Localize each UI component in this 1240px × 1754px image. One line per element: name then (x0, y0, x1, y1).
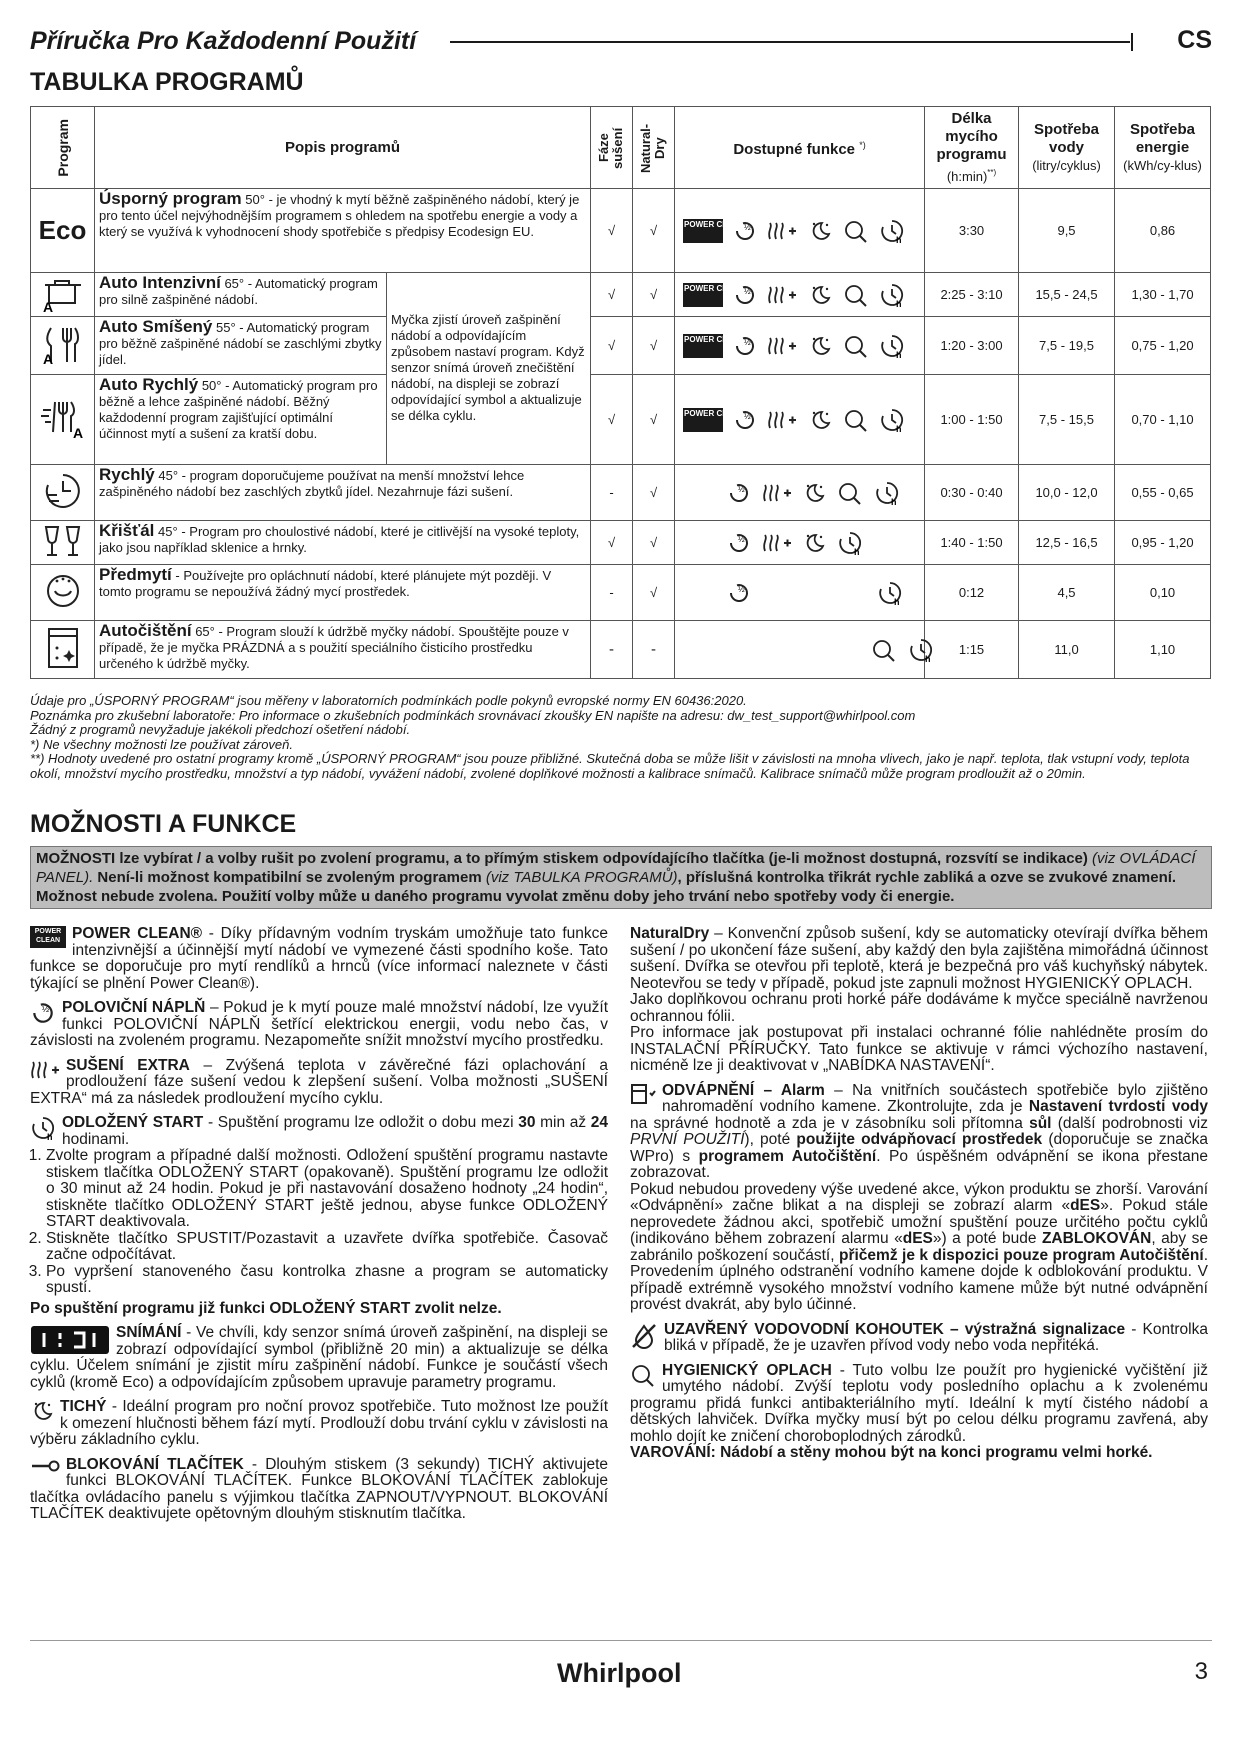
svg-text:½: ½ (41, 1003, 50, 1014)
energy-value: 0,75 - 1,20 (1115, 317, 1211, 375)
delay-start-icon (908, 637, 934, 663)
duration-value: 1:40 - 1:50 (925, 521, 1019, 565)
program-description: Auto Smíšený 55° - Automatický program pro běžně zašpiněné nádobí se zaschlými zbytky jídel. (95, 317, 387, 375)
auto-mixed-program-icon (31, 317, 95, 375)
extra-dry-icon (30, 1058, 60, 1082)
half-load-icon (733, 408, 757, 432)
option-silent: TICHÝ - Ideální program pro noční provoz spotřebiče. Tuto možnost lze použít k omezení hlučnosti během fází mytí. Prodlouží dobu trvání cyklu v závislosti na výběru základního cyklu. (30, 1398, 609, 1448)
crystal-program-icon (31, 521, 95, 565)
function-icons (675, 317, 925, 375)
svg-text:h: h (47, 1132, 53, 1141)
natural-dry-check: √ (633, 317, 675, 375)
delay-start-icon (879, 333, 905, 359)
silent-icon (808, 408, 832, 432)
power-clean-icon: POWER CLEAN (683, 219, 723, 243)
table-row-auto-intensive (31, 273, 1211, 317)
table-header-row (31, 107, 1211, 189)
half-load-icon (727, 531, 751, 555)
duration-value: 2:25 - 3:10 (925, 273, 1019, 317)
half-load-icon (733, 283, 757, 307)
footnote: Žádný z programů nevyžaduje jakékoli předchozí ošetření nádobí. (30, 722, 411, 737)
sensing-display-icon (30, 1325, 110, 1355)
option-tap-closed: UZAVŘENÝ VODOVODNÍ KOHOUTEK – výstražná signalizace - Kontrolka bliká v případě, že je uzavřen přívod vody nebo voda nepřitéká. (630, 1322, 1208, 1355)
energy-value: 1,30 - 1,70 (1115, 273, 1211, 317)
drying-check: √ (591, 521, 633, 565)
natural-dry-check: √ (633, 375, 675, 465)
program-description: Předmytí - Používejte pro opláchnutí nádobí, které plánujete mýt později. V tomto programu se nepoužívá žádný mycí prostředek. (95, 565, 591, 621)
silent-icon (808, 219, 832, 243)
option-power-clean: POWER CLEAN POWER CLEAN® - Díky přídavným vodním tryskám umožňuje tato funkce intenzivnější a účinnější mytí nádobí ve vymezené části spodního koše. Tato funkce se doporučuje pro mytí rendlíků a hrnců (více informací naleznete v části týkající se plnění Power Clean®). (30, 925, 609, 992)
duration-col-header: Délka mycího programu (h:min)**) (925, 107, 1019, 189)
functions-col-header: Dostupné funkce *) (675, 107, 925, 189)
header-rule (450, 41, 1130, 43)
option-extra-dry: SUŠENÍ EXTRA – Zvýšená teplota v závěrečné fázi oplachování a prodloužení fáze sušení vedou k zlepšení sušení. Volba možnosti „SUŠENÍ EXTRA“ má za následek prodloužení mycího cyklu. (30, 1056, 608, 1107)
svg-text:A: A (72, 425, 83, 440)
function-icons (675, 465, 925, 521)
natural-dry-check: √ (633, 465, 675, 521)
energy-value: 0,55 - 0,65 (1115, 465, 1211, 521)
auto-programs-shared-note: Myčka zjistí úroveň zašpinění nádobí a odpovídajícím způsobem nastaví program. Když senzor snímá úroveň znečištění nádobí, na displeji se zobrazí odpovídající symbol a aktualizuje se délka cyklu. (387, 273, 591, 465)
function-icons (675, 521, 925, 565)
svg-text:h: h (890, 496, 897, 506)
whirlpool-logo: Whirlpool (557, 1658, 682, 1688)
silent-icon (808, 283, 832, 307)
description-col-header: Popis programů (95, 107, 591, 189)
svg-text:A: A (42, 299, 53, 313)
natural-dry-col-header: Natural-Dry (633, 107, 675, 189)
half-load-icon (30, 1000, 56, 1026)
duration-value: 1:15 (925, 621, 1019, 679)
option-descale: ODVÁPNĚNÍ – Alarm – Na vnitřních součástech spotřebiče bylo zjištěno nahromadění vodního kamene. Zkontrolujte, zda je Nastavení tvrdosti vody na správné hodnotě a zda je v zásobníku soli přítomna sůl (další podrobnosti viz PRVNÍ POUŽITÍ), poté použijte odvápňovací prostředek (doporučuje se značka WPro) s programem Autočištění. Po úspěšném odvápnění se ikona přestane zobrazovat. Pokud nebudou provedeny výše uvedené akce, výkon produktu se zhorší. Varování «Odvápnění» začne blikat a na displeji se zobrazí alarm «dES». Pokud stále neprovedete žádnou akci, spotřebič umožní spuštění pouze určitého počtu cyklů (indikováno během zobrazení alarmu «dES») a poté bude ZABLOKOVÁN, aby se zabránilo poškození součástí, přičemž je k dispozici pouze program Autočištění. Provedením úplného odstranění vodního kamene dojde k odblokování produktu. V případě extrémně vysokého množství vodního kamene může být nutné odvápnění provést dvakrát, aby bylo účinné. (630, 1081, 1209, 1313)
hygiene-icon (630, 1363, 656, 1387)
water-value: 9,5 (1019, 189, 1115, 273)
power-clean-icon: POWER CLEAN (683, 283, 723, 307)
drying-check: - (591, 565, 633, 621)
program-description: Autočištění 65° - Program slouží k údržbě myčky nádobí. Spouštějte pouze v případě, že je myčka PRÁZDNÁ a s použití speciálního čisticího prostředku určeného k údržbě myčky. (95, 621, 591, 679)
options-section-title: MOŽNOSTI A FUNKCE (30, 810, 297, 838)
program-description: Rychlý 45° - program doporučujeme používat na menší množství lehce zašpiněného nádobí bez zaschlých zbytků jídel. Nezahrnuje fázi sušení. (95, 465, 591, 521)
silent-icon (808, 334, 832, 358)
energy-value: 0,70 - 1,10 (1115, 375, 1211, 465)
footnote: *) Ne všechny možnosti lze používat zároveň. (30, 736, 294, 752)
table-row-quick (31, 465, 1211, 521)
program-description: Úsporný program 50° - je vhodný k mytí běžně zašpiněného nádobí, který je pro tento účel nejvýhodnějším programem s ohledem na spotřebu energie a vody a který se využívá k vyhodnocení shody spotřebiče s předpisy Ecodesign EU. (95, 189, 591, 273)
half-load-icon (727, 581, 751, 605)
water-value: 12,5 - 16,5 (1019, 521, 1115, 565)
hygiene-warning: VAROVÁNÍ: Nádobí a stěny mohou být na konci programu velmi horké. (630, 1444, 1153, 1461)
svg-text:h: h (896, 423, 902, 433)
sensing-icon (843, 219, 869, 243)
delay-start-icon (837, 530, 863, 556)
hygiene-icon (871, 638, 897, 662)
natural-dry-check: √ (633, 273, 675, 317)
delay-start-icon (874, 480, 900, 506)
list-item: 3. Po vypršení stanoveného času kontrolka zhasne a program se automaticky spustí. (46, 1264, 608, 1297)
svg-text:h: h (896, 298, 902, 308)
sensing-icon (837, 481, 863, 505)
svg-text:½: ½ (738, 584, 745, 594)
duration-value: 1:00 - 1:50 (925, 375, 1019, 465)
power-clean-icon: POWER CLEAN (30, 926, 66, 948)
svg-text:½: ½ (743, 286, 751, 296)
footnote: Poznámka pro zkušební laboratoře: Pro informace o zkušebních podmínkách srovnávací zkoušky EN napište na adresu: dw_test_support@whirlpool.com (30, 707, 916, 723)
energy-value: 0,95 - 1,20 (1115, 521, 1211, 565)
table-row-prewash (31, 565, 1211, 621)
program-description: Křišťál 45° - Program pro choulostivé nádobí, které je citlivější na vysoké teploty, jako jsou například sklenice a hrnky. (95, 521, 591, 565)
delay-final-note: Po spuštění programu již funkci ODLOŽENÝ START zvolit nelze. (30, 1299, 502, 1317)
drying-check: √ (591, 273, 633, 317)
natural-dry-check: √ (633, 565, 675, 621)
function-icons (675, 621, 931, 679)
drying-col-header: Fáze sušení (591, 107, 633, 189)
delay-start-icon (879, 282, 905, 308)
drying-check: √ (591, 317, 633, 375)
duration-value: 3:30 (925, 189, 1019, 273)
program-table (30, 106, 1211, 679)
drying-check: - (591, 465, 633, 521)
power-clean-icon: POWER CLEAN (683, 334, 723, 358)
water-value: 4,5 (1019, 565, 1115, 621)
natural-dry-check: √ (633, 521, 675, 565)
half-load-icon (733, 334, 757, 358)
duration-value: 0:30 - 0:40 (925, 465, 1019, 521)
water-col-header: Spotřeba vody (litry/cyklus) (1019, 107, 1115, 189)
svg-text:h: h (896, 349, 902, 359)
duration-value: 1:20 - 3:00 (925, 317, 1019, 375)
key-lock-icon (30, 1457, 60, 1475)
energy-value: 0,10 (1115, 565, 1211, 621)
svg-text:½: ½ (743, 222, 751, 232)
drying-check: √ (591, 375, 633, 465)
list-item: 2. Stiskněte tlačítko SPUSTIT/Pozastavit a uzavřete dvířka spotřebiče. Časovač začne odpočítávat. (46, 1231, 608, 1264)
half-load-icon (727, 481, 751, 505)
natural-dry-check: - (633, 621, 675, 679)
extra-dry-icon (767, 283, 797, 307)
manual-title: Příručka Pro Každodenní Použití (30, 27, 417, 55)
function-icons (675, 273, 925, 317)
energy-col-header: Spotřeba energie (kWh/cy-klus) (1115, 107, 1211, 189)
svg-text:h: h (894, 596, 900, 606)
extra-dry-icon (767, 408, 797, 432)
function-icons (675, 375, 925, 465)
program-description: Auto Rychlý 50° - Automatický program pro běžně a lehce zašpiněné nádobí. Běžný každodenní program zajišťující optimální účinnost mytí a sušení za kratší dobu. (95, 375, 387, 465)
svg-text:h: h (924, 653, 931, 663)
options-left-column (30, 926, 608, 1531)
self-clean-program-icon (31, 621, 95, 679)
water-value: 7,5 - 19,5 (1019, 317, 1115, 375)
svg-text:h: h (853, 546, 860, 556)
svg-text:h: h (896, 234, 902, 244)
sensing-icon (843, 334, 869, 358)
footnote: **) Hodnoty uvedené pro ostatní programy kromě „ÚSPORNÝ PROGRAM“ jsou pouze přibližné. Skutečná doba se může lišit v závislosti na mnoha vlivech, jako je např. teplota, tlak vstupní vody, teplota okolí, množství mycího prostředku, množství a typ nádobí, vyvážení nádobí, zvolené doplňkové možnosti a kalibrace snímačů. Kalibrace snímačů může program prodloužit až o 20min. (30, 751, 1190, 781)
table-row-self-clean (31, 621, 1211, 679)
options-intro-banner: MOŽNOSTI lze vybírat / a volby rušit po zvolení programu, a to přímým stiskem odpovídajícího tlačítka (je-li možnost dostupná, rozsvítí se indikace) (viz OVLÁDACÍ PANEL). Není-li možnost kompatibilní se zvoleným programem (viz TABULKA PROGRAMŮ), příslušná kontrolka třikrát rychle zabliká a ozve se zvukové znamení. Možnost nebude zvolena. Použití volby může u daného programu vyvolat změnu doby jeho trvání nebo spotřeby vody či energie. (30, 846, 1212, 909)
half-load-icon (733, 219, 757, 243)
program-col-header: Program (31, 107, 95, 189)
delay-steps (30, 1148, 608, 1297)
program-description: Auto Intenzivní 65° - Automatický program pro silně zašpiněné nádobí. (95, 273, 387, 317)
water-value: 7,5 - 15,5 (1019, 375, 1115, 465)
drying-check: - (591, 621, 633, 679)
power-clean-icon: POWER CLEAN (683, 408, 723, 432)
duration-value: 0:12 (925, 565, 1019, 621)
language-code: CS (1177, 26, 1212, 54)
tap-closed-icon (630, 1322, 658, 1350)
quick-program-icon (31, 465, 95, 521)
descale-icon (630, 1083, 656, 1105)
option-sensing: SNÍMÁNÍ - Ve chvíli, kdy senzor snímá úroveň zašpinění, na displeji se zobrazí odpovídající symbol (přibližně 20 min) a aktualizuje se délka cyklu. Účelem snímání je zjistit míru zašpinění nádobí. Funkce je součástí všech cyklů (kromě Eco) a odpovídajícím způsobem upravuje parametry programu. (30, 1324, 608, 1391)
auto-intensive-program-icon (31, 273, 95, 317)
option-hygiene: HYGIENICKÝ OPLACH - Tuto volbu lze použít pro hygienické vyčištění již umytého nádobí. Zvýší teplotu vody posledního oplachu a k zvolenému programu přidá funkci antibakteriálního mytí. Ideální k mytí čistého nádobí a dětských lahviček. Dvířka myčky musí být po celou délku programu zavřená, aby mohlo dojít ke zničení choroboplodných zárodků. VAROVÁNÍ: Nádobí a stěny mohou být na konci programu velmi horké. (630, 1361, 1208, 1461)
table-row-eco (31, 189, 1211, 273)
sensing-icon (843, 408, 869, 432)
extra-dry-icon (762, 531, 792, 555)
table-row-crystal (31, 521, 1211, 565)
water-value: 15,5 - 24,5 (1019, 273, 1115, 317)
page-header (30, 24, 1212, 64)
footnote: Údaje pro „ÚSPORNÝ PROGRAM“ jsou měřeny v laboratorních podmínkách podle pokynů evropské normy EN 60436:2020. (30, 693, 747, 708)
svg-text:½: ½ (738, 484, 745, 494)
svg-text:A: A (42, 351, 53, 366)
prewash-program-icon (31, 565, 95, 621)
extra-dry-icon (767, 219, 797, 243)
table-footnotes (30, 694, 1210, 781)
auto-quick-program-icon (31, 375, 95, 465)
function-icons (675, 565, 925, 621)
option-delay-start: h ODLOŽENÝ START - Spuštění programu lze odložit o dobu mezi 30 min až 24 hodinami. 1. Zvolte program a případné další možnosti. Odložení spuštění programu nastavte stiskem tlačítka ODLOŽENÝ START (opakovaně). Spuštění programu lze odložit o 30 minut až 24 hodin. Pokud je při nastavování dosaženo hodnoty „24 hodin“, stiskněte tlačítko ODLOŽENÝ START ještě jednou, abyse funkce ODLOŽENÝ START deaktivovala. 2. Stiskněte tlačítko SPUSTIT/Pozastavit a uzavřete dvířka spotřebiče. Časovač začne odpočítávat. 3. Po vypršení stanoveného času kontrolka zhasne a program se automaticky spustí. Po spuštění programu již funkci ODLOŽENÝ START zvolit nelze. (30, 1115, 608, 1317)
silent-icon (30, 1399, 54, 1423)
footer-rule (30, 1640, 1212, 1641)
list-item: 1. Zvolte program a případné další možnosti. Odložení spuštění programu nastavte stiskem tlačítka ODLOŽENÝ START (opakovaně). Spuštění programu lze odložit o 30 minut až 24 hodin. Pokud je při nastavování dosaženo hodnoty „24 hodin“, stiskněte tlačítko ODLOŽENÝ START ještě jednou, abyse funkce ODLOŽENÝ START deaktivovala. (46, 1148, 608, 1231)
water-value: 11,0 (1019, 621, 1115, 679)
delay-start-icon (30, 1115, 56, 1141)
water-value: 10,0 - 12,0 (1019, 465, 1115, 521)
sensing-icon (843, 283, 869, 307)
drying-check: √ (591, 189, 633, 273)
svg-text:½: ½ (738, 534, 745, 544)
silent-icon (802, 531, 826, 555)
energy-value: 1,10 (1115, 621, 1211, 679)
silent-icon (802, 481, 826, 505)
delay-start-icon (879, 218, 905, 244)
svg-text:½: ½ (743, 337, 751, 347)
natural-dry-check: √ (633, 189, 675, 273)
program-table-title: TABULKA PROGRAMŮ (30, 68, 304, 96)
delay-start-icon (879, 407, 905, 433)
energy-value: 0,86 (1115, 189, 1211, 273)
option-key-lock: BLOKOVÁNÍ TLAČÍTEK - Dlouhým stiskem (3 sekundy) TICHÝ aktivujete funkci BLOKOVÁNÍ TLAČÍTEK. Funkce BLOKOVÁNÍ TLAČÍTEK zablokuje tlačítka ovládacího panelu s výjimkou tlačítka ZAPNOUT/VYPNOUT. BLOKOVÁNÍ TLAČÍTEK deaktivujete opětovným dlouhým stisknutím tlačítka. (30, 1455, 608, 1522)
option-half-load: ½ POLOVIČNÍ NÁPLŇ – Pokud je k mytí pouze malé množství nádobí, lze využít funkci POLOVIČNÍ NÁPLŇ šetřící elektrickou energii, vodu nebo čas, v závislosti na zvoleném programu. Nezapomeňte snížit množství mycího prostředku. (30, 999, 609, 1049)
table-row-auto-quick (31, 375, 1211, 465)
options-right-column (630, 926, 1208, 1470)
option-natural-dry: NaturalDry – Konvenční způsob sušení, kdy se automaticky otevírají dvířka během sušení / po ukončení fáze sušení, aby každý den byla zajištěna mimořádná účinnost sušení. Dvířka se otevřou při teplotě, která je bezpečná pro váš kuchyňský nábytek. Neotevřou se tedy v případě, pokud jste zapnuli možnost HYGIENICKÝ OPLACH. Jako doplňkovou ochranu proti horké páře dodáváme k myčce speciálně navrženou ochrannou fólii. Pro informace jak postupovat při instalaci ochranné fólie nahlédněte prosím do INSTALAČNÍ PŘÍRUČKY. Tato funkce se aktivuje v rámci výchozího nastavení, nicméně lze ji deaktivovat v „NABÍDKA NASTAVENÍ“. (630, 925, 1208, 1074)
svg-text:½: ½ (743, 411, 751, 421)
extra-dry-icon (762, 481, 792, 505)
page-number: 3 (1194, 1658, 1208, 1685)
eco-program-icon: Eco (31, 189, 95, 273)
function-icons (675, 189, 925, 273)
extra-dry-icon (767, 334, 797, 358)
delay-start-icon (877, 580, 903, 606)
table-row-auto-mixed (31, 317, 1211, 375)
